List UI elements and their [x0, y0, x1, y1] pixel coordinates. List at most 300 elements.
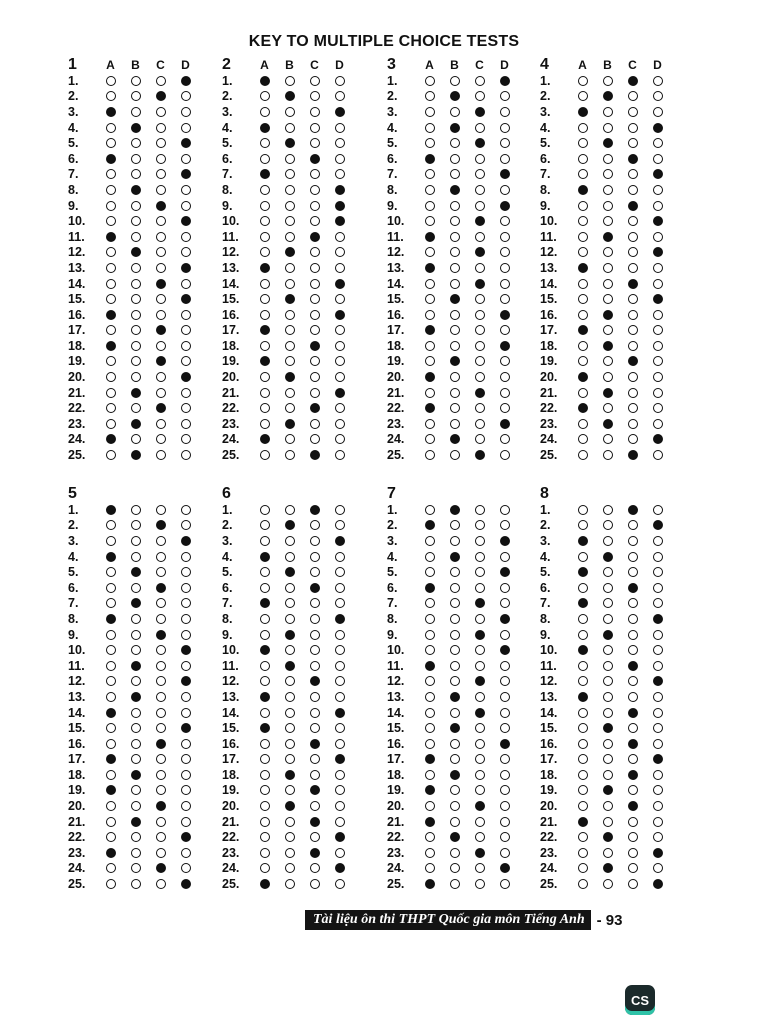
empty-bubble	[595, 752, 620, 768]
question-number: 6.	[540, 580, 551, 595]
question-number: 11.	[68, 229, 85, 244]
test-number: 8	[540, 485, 549, 502]
answer-row	[387, 814, 537, 830]
filled-bubble	[123, 385, 148, 401]
empty-bubble	[98, 73, 123, 89]
empty-bubble	[467, 198, 492, 214]
empty-bubble	[492, 354, 517, 370]
empty-bubble	[148, 876, 173, 892]
filled-bubble	[645, 213, 670, 229]
question-number: 14.	[387, 705, 405, 720]
answer-row	[387, 338, 537, 354]
filled-bubble	[492, 611, 517, 627]
answer-row	[540, 151, 690, 167]
question-number: 23.	[222, 416, 240, 431]
filled-bubble	[123, 689, 148, 705]
answer-row	[68, 658, 218, 674]
question-number: 9.	[540, 198, 551, 213]
empty-bubble	[417, 736, 442, 752]
answer-row	[387, 416, 537, 432]
empty-bubble	[442, 861, 467, 877]
filled-bubble	[467, 245, 492, 261]
question-number: 17.	[68, 323, 86, 338]
answer-row	[222, 447, 372, 463]
empty-bubble	[645, 580, 670, 596]
empty-bubble	[123, 502, 148, 518]
empty-bubble	[570, 447, 595, 463]
question-number: 21.	[387, 385, 405, 400]
filled-bubble	[595, 829, 620, 845]
answer-row	[68, 151, 218, 167]
answer-row	[540, 385, 690, 401]
answer-row	[222, 245, 372, 261]
empty-bubble	[277, 260, 302, 276]
empty-bubble	[570, 783, 595, 799]
answer-row	[222, 876, 372, 892]
answer-row	[540, 798, 690, 814]
answer-row	[222, 104, 372, 120]
question-number: 23.	[387, 416, 405, 431]
filled-bubble	[620, 502, 645, 518]
answer-row	[387, 783, 537, 799]
empty-bubble	[620, 549, 645, 565]
answer-row	[222, 674, 372, 690]
empty-bubble	[467, 291, 492, 307]
question-number: 1.	[222, 502, 233, 517]
answer-row	[540, 307, 690, 323]
empty-bubble	[98, 135, 123, 151]
empty-bubble	[98, 354, 123, 370]
empty-bubble	[173, 564, 198, 580]
answer-row	[387, 432, 537, 448]
question-number: 10.	[540, 214, 558, 229]
question-number: 5.	[68, 136, 79, 151]
empty-bubble	[148, 167, 173, 183]
filled-bubble	[442, 120, 467, 136]
answer-row	[68, 182, 218, 198]
answer-row	[68, 291, 218, 307]
question-number: 13.	[540, 689, 558, 704]
empty-bubble	[492, 845, 517, 861]
empty-bubble	[570, 213, 595, 229]
empty-bubble	[492, 752, 517, 768]
empty-bubble	[620, 135, 645, 151]
empty-bubble	[467, 120, 492, 136]
empty-bubble	[467, 564, 492, 580]
empty-bubble	[277, 385, 302, 401]
empty-bubble	[148, 120, 173, 136]
empty-bubble	[570, 845, 595, 861]
question-number: 5.	[387, 565, 398, 580]
empty-bubble	[302, 798, 327, 814]
filled-bubble	[173, 135, 198, 151]
footer-banner: Tài liệu ôn thi THPT Quốc gia môn Tiếng Anh	[305, 910, 591, 930]
empty-bubble	[327, 798, 352, 814]
empty-bubble	[277, 447, 302, 463]
empty-bubble	[645, 564, 670, 580]
empty-bubble	[417, 798, 442, 814]
empty-bubble	[277, 120, 302, 136]
question-number: 16.	[540, 307, 558, 322]
question-number: 14.	[540, 276, 558, 291]
empty-bubble	[123, 135, 148, 151]
option-letter: C	[475, 58, 484, 72]
empty-bubble	[277, 400, 302, 416]
question-number: 20.	[387, 370, 405, 385]
empty-bubble	[98, 580, 123, 596]
empty-bubble	[302, 720, 327, 736]
empty-bubble	[620, 120, 645, 136]
answer-row	[222, 73, 372, 89]
filled-bubble	[595, 338, 620, 354]
filled-bubble	[277, 564, 302, 580]
empty-bubble	[645, 502, 670, 518]
question-number: 25.	[222, 448, 240, 463]
filled-bubble	[645, 245, 670, 261]
empty-bubble	[570, 198, 595, 214]
question-number: 24.	[68, 432, 86, 447]
empty-bubble	[467, 611, 492, 627]
empty-bubble	[595, 814, 620, 830]
empty-bubble	[442, 104, 467, 120]
empty-bubble	[327, 674, 352, 690]
filled-bubble	[327, 307, 352, 323]
empty-bubble	[98, 596, 123, 612]
empty-bubble	[302, 89, 327, 105]
filled-bubble	[645, 120, 670, 136]
empty-bubble	[645, 307, 670, 323]
empty-bubble	[417, 104, 442, 120]
question-number: 21.	[68, 814, 86, 829]
empty-bubble	[645, 416, 670, 432]
empty-bubble	[595, 611, 620, 627]
question-number: 25.	[540, 448, 558, 463]
empty-bubble	[645, 182, 670, 198]
empty-bubble	[123, 533, 148, 549]
empty-bubble	[595, 276, 620, 292]
filled-bubble	[327, 829, 352, 845]
empty-bubble	[327, 151, 352, 167]
filled-bubble	[173, 674, 198, 690]
filled-bubble	[492, 564, 517, 580]
answer-row	[222, 829, 372, 845]
empty-bubble	[277, 580, 302, 596]
empty-bubble	[123, 432, 148, 448]
empty-bubble	[327, 518, 352, 534]
answer-row	[68, 564, 218, 580]
question-number: 23.	[540, 845, 558, 860]
filled-bubble	[417, 752, 442, 768]
question-number: 6.	[222, 580, 233, 595]
answer-row	[540, 642, 690, 658]
empty-bubble	[327, 720, 352, 736]
option-letter: C	[628, 58, 637, 72]
empty-bubble	[570, 627, 595, 643]
empty-bubble	[570, 502, 595, 518]
empty-bubble	[123, 861, 148, 877]
empty-bubble	[327, 580, 352, 596]
empty-bubble	[620, 432, 645, 448]
answer-row	[540, 861, 690, 877]
filled-bubble	[148, 518, 173, 534]
empty-bubble	[492, 323, 517, 339]
filled-bubble	[417, 518, 442, 534]
question-number: 5.	[222, 565, 233, 580]
empty-bubble	[277, 829, 302, 845]
empty-bubble	[467, 533, 492, 549]
filled-bubble	[595, 627, 620, 643]
question-number: 21.	[222, 385, 240, 400]
answer-row	[68, 276, 218, 292]
empty-bubble	[252, 533, 277, 549]
filled-bubble	[492, 533, 517, 549]
empty-bubble	[252, 151, 277, 167]
filled-bubble	[252, 260, 277, 276]
empty-bubble	[570, 291, 595, 307]
empty-bubble	[595, 533, 620, 549]
question-number: 19.	[222, 783, 240, 798]
empty-bubble	[277, 611, 302, 627]
empty-bubble	[123, 369, 148, 385]
empty-bubble	[252, 135, 277, 151]
empty-bubble	[302, 564, 327, 580]
filled-bubble	[148, 736, 173, 752]
empty-bubble	[327, 369, 352, 385]
question-number: 4.	[387, 549, 398, 564]
empty-bubble	[417, 845, 442, 861]
empty-bubble	[277, 432, 302, 448]
empty-bubble	[327, 502, 352, 518]
filled-bubble	[620, 705, 645, 721]
empty-bubble	[467, 814, 492, 830]
question-number: 17.	[222, 752, 240, 767]
empty-bubble	[467, 518, 492, 534]
filled-bubble	[252, 120, 277, 136]
filled-bubble	[173, 167, 198, 183]
empty-bubble	[302, 518, 327, 534]
empty-bubble	[123, 151, 148, 167]
empty-bubble	[277, 845, 302, 861]
question-number: 8.	[222, 182, 233, 197]
empty-bubble	[595, 876, 620, 892]
filled-bubble	[173, 642, 198, 658]
empty-bubble	[173, 354, 198, 370]
answer-row	[222, 752, 372, 768]
question-number: 6.	[68, 151, 79, 166]
question-number: 18.	[387, 767, 405, 782]
question-number: 24.	[540, 432, 558, 447]
answer-row	[68, 783, 218, 799]
filled-bubble	[173, 533, 198, 549]
empty-bubble	[277, 876, 302, 892]
empty-bubble	[277, 533, 302, 549]
answer-row	[222, 845, 372, 861]
empty-bubble	[570, 720, 595, 736]
answer-row	[222, 338, 372, 354]
answer-row	[387, 120, 537, 136]
empty-bubble	[620, 611, 645, 627]
empty-bubble	[467, 752, 492, 768]
answer-row	[68, 198, 218, 214]
empty-bubble	[620, 596, 645, 612]
answer-row	[540, 120, 690, 136]
answer-row	[222, 385, 372, 401]
answer-row	[540, 432, 690, 448]
empty-bubble	[252, 104, 277, 120]
empty-bubble	[252, 674, 277, 690]
question-number: 22.	[68, 401, 86, 416]
empty-bubble	[123, 400, 148, 416]
empty-bubble	[98, 518, 123, 534]
empty-bubble	[417, 689, 442, 705]
empty-bubble	[570, 736, 595, 752]
answer-row	[387, 689, 537, 705]
answer-row	[540, 291, 690, 307]
empty-bubble	[417, 705, 442, 721]
empty-bubble	[467, 876, 492, 892]
empty-bubble	[98, 369, 123, 385]
empty-bubble	[417, 432, 442, 448]
empty-bubble	[595, 689, 620, 705]
filled-bubble	[252, 73, 277, 89]
empty-bubble	[252, 627, 277, 643]
answer-row	[68, 533, 218, 549]
empty-bubble	[492, 518, 517, 534]
answer-row	[387, 245, 537, 261]
empty-bubble	[645, 596, 670, 612]
empty-bubble	[327, 338, 352, 354]
empty-bubble	[327, 291, 352, 307]
empty-bubble	[467, 369, 492, 385]
question-number: 2.	[387, 89, 398, 104]
answer-row	[68, 798, 218, 814]
empty-bubble	[302, 307, 327, 323]
empty-bubble	[123, 829, 148, 845]
question-number: 3.	[68, 104, 79, 119]
empty-bubble	[417, 307, 442, 323]
question-number: 2.	[222, 518, 233, 533]
empty-bubble	[467, 658, 492, 674]
answer-row	[222, 400, 372, 416]
answer-row	[222, 198, 372, 214]
question-number: 24.	[68, 861, 86, 876]
answer-row	[222, 354, 372, 370]
answer-row	[540, 73, 690, 89]
answer-row	[540, 104, 690, 120]
answer-row	[387, 829, 537, 845]
filled-bubble	[302, 845, 327, 861]
empty-bubble	[302, 416, 327, 432]
empty-bubble	[492, 151, 517, 167]
empty-bubble	[467, 260, 492, 276]
empty-bubble	[570, 151, 595, 167]
filled-bubble	[442, 89, 467, 105]
empty-bubble	[327, 167, 352, 183]
empty-bubble	[173, 549, 198, 565]
empty-bubble	[302, 182, 327, 198]
option-letter: D	[653, 58, 662, 72]
filled-bubble	[252, 720, 277, 736]
empty-bubble	[417, 89, 442, 105]
empty-bubble	[173, 783, 198, 799]
empty-bubble	[570, 549, 595, 565]
empty-bubble	[645, 783, 670, 799]
filled-bubble	[442, 502, 467, 518]
filled-bubble	[645, 876, 670, 892]
empty-bubble	[173, 229, 198, 245]
empty-bubble	[467, 829, 492, 845]
answer-row	[68, 400, 218, 416]
filled-bubble	[302, 400, 327, 416]
empty-bubble	[442, 783, 467, 799]
test-header	[540, 56, 690, 73]
empty-bubble	[492, 502, 517, 518]
empty-bubble	[442, 798, 467, 814]
filled-bubble	[277, 518, 302, 534]
empty-bubble	[148, 291, 173, 307]
empty-bubble	[442, 260, 467, 276]
question-number: 7.	[222, 596, 233, 611]
answer-row	[222, 518, 372, 534]
filled-bubble	[645, 432, 670, 448]
empty-bubble	[148, 829, 173, 845]
empty-bubble	[620, 845, 645, 861]
footer	[305, 909, 622, 931]
empty-bubble	[148, 783, 173, 799]
empty-bubble	[645, 151, 670, 167]
question-number: 9.	[387, 198, 398, 213]
empty-bubble	[252, 307, 277, 323]
answer-row	[387, 642, 537, 658]
filled-bubble	[123, 596, 148, 612]
empty-bubble	[98, 829, 123, 845]
question-number: 4.	[222, 120, 233, 135]
empty-bubble	[467, 73, 492, 89]
page-number: - 93	[596, 911, 623, 929]
empty-bubble	[277, 354, 302, 370]
answer-row	[387, 596, 537, 612]
empty-bubble	[148, 767, 173, 783]
empty-bubble	[442, 814, 467, 830]
empty-bubble	[98, 323, 123, 339]
empty-bubble	[492, 720, 517, 736]
answer-row	[387, 518, 537, 534]
empty-bubble	[620, 416, 645, 432]
empty-bubble	[442, 658, 467, 674]
empty-bubble	[467, 432, 492, 448]
answer-row	[540, 245, 690, 261]
empty-bubble	[173, 596, 198, 612]
empty-bubble	[302, 752, 327, 768]
empty-bubble	[98, 245, 123, 261]
empty-bubble	[252, 752, 277, 768]
filled-bubble	[98, 783, 123, 799]
answer-row	[540, 564, 690, 580]
answer-row	[387, 861, 537, 877]
question-number: 7.	[68, 167, 79, 182]
answer-row	[222, 767, 372, 783]
answer-row	[68, 580, 218, 596]
answer-row	[387, 876, 537, 892]
empty-bubble	[442, 736, 467, 752]
empty-bubble	[595, 323, 620, 339]
question-number: 5.	[387, 136, 398, 151]
answer-row	[387, 705, 537, 721]
question-number: 12.	[540, 674, 558, 689]
filled-bubble	[570, 564, 595, 580]
empty-bubble	[570, 276, 595, 292]
answer-row	[222, 861, 372, 877]
